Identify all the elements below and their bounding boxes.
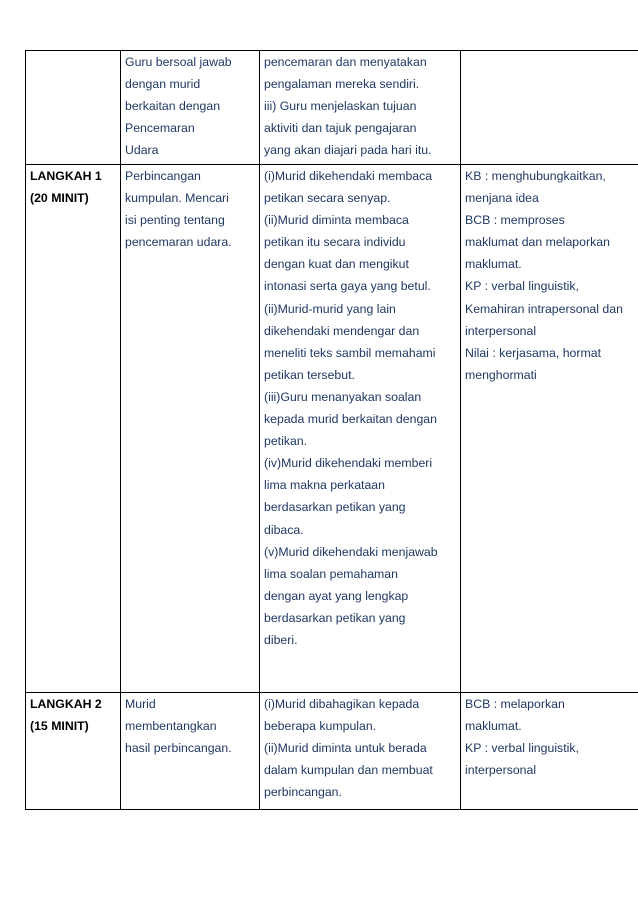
activity-line: Murid	[125, 697, 156, 711]
procedure-line: beberapa kumpulan.	[264, 719, 377, 734]
procedure-line: intonasi serta gaya yang betul.	[264, 279, 431, 294]
activity-cell	[121, 693, 260, 810]
procedure-line: petikan.	[264, 434, 308, 449]
step-duration: (15 MINIT)	[30, 719, 89, 734]
activity-line: membentangkan	[125, 719, 217, 734]
activity-line: kumpulan. Mencari	[125, 191, 229, 206]
procedure-line: lima soalan pemahaman	[264, 566, 398, 581]
procedure-line: (i)Murid dikehendaki membaca	[264, 169, 433, 183]
notes-line: interpersonal	[465, 323, 537, 338]
notes-line: maklumat dan melaporkan	[465, 235, 610, 250]
procedure-line: pengalaman mereka sendiri.	[264, 77, 420, 92]
procedure-line: dibaca.	[264, 522, 304, 537]
notes-line: BCB : melaporkan	[465, 697, 565, 711]
notes-line: KP : verbal linguistik,	[465, 279, 579, 294]
table-row	[26, 165, 638, 693]
notes-line: KB : menghubungkaitkan,	[465, 169, 606, 183]
procedure-line: iii) Guru menjelaskan tujuan	[264, 99, 417, 114]
notes-cell	[461, 165, 638, 693]
procedure-cell	[260, 51, 461, 165]
step-cell	[26, 693, 121, 810]
step-duration: (20 MINIT)	[30, 191, 89, 206]
notes-cell	[461, 51, 638, 165]
activity-line: Udara	[125, 143, 159, 158]
lesson-plan-table	[25, 50, 638, 810]
activity-line: Perbincangan	[125, 169, 201, 183]
procedure-line: diberi.	[264, 632, 298, 647]
procedure-line: petikan tersebut.	[264, 367, 355, 382]
notes-line: menghormati	[465, 367, 537, 382]
activity-line: isi penting tentang	[125, 213, 225, 228]
procedure-line: (iv)Murid dikehendaki memberi	[264, 456, 433, 471]
procedure-line: perbincangan.	[264, 785, 342, 800]
procedure-line: meneliti teks sambil memahami	[264, 345, 436, 360]
activity-line: pencemaran udara.	[125, 235, 232, 250]
activity-cell	[121, 51, 260, 165]
procedure-line: (v)Murid dikehendaki menjawab	[264, 544, 438, 559]
notes-line: interpersonal	[465, 763, 537, 778]
procedure-line: petikan itu secara individu	[264, 235, 406, 250]
step-label: LANGKAH 2	[30, 697, 102, 711]
activity-line: hasil perbincangan.	[125, 741, 232, 756]
procedure-line: berdasarkan petikan yang	[264, 500, 406, 515]
step-cell	[26, 165, 121, 693]
procedure-line: petikan secara senyap.	[264, 191, 391, 206]
activity-line: berkaitan dengan	[125, 99, 221, 114]
procedure-line: dengan ayat yang lengkap	[264, 588, 409, 603]
procedure-line: (ii)Murid-murid yang lain	[264, 301, 396, 316]
procedure-line: berdasarkan petikan yang	[264, 610, 406, 625]
notes-cell	[461, 693, 638, 810]
procedure-line: (iii)Guru menanyakan soalan	[264, 389, 422, 404]
activity-line: dengan murid	[125, 77, 201, 92]
notes-line: maklumat.	[465, 719, 522, 734]
step-cell	[26, 51, 121, 165]
notes-line: maklumat.	[465, 257, 522, 272]
procedure-line: (ii)Murid diminta untuk berada	[264, 741, 427, 756]
notes-line: BCB : memproses	[465, 213, 565, 228]
activity-line: Guru bersoal jawab	[125, 55, 232, 69]
notes-line: KP : verbal linguistik,	[465, 741, 579, 756]
procedure-cell	[260, 165, 461, 693]
notes-line: menjana idea	[465, 191, 539, 206]
notes-line: Nilai : kerjasama, hormat	[465, 345, 601, 360]
procedure-line: (ii)Murid diminta membaca	[264, 213, 409, 228]
procedure-line: pencemaran dan menyatakan	[264, 55, 427, 69]
notes-line: Kemahiran intrapersonal dan	[465, 301, 623, 316]
table-row	[26, 693, 638, 810]
procedure-line: dalam kumpulan dan membuat	[264, 763, 433, 778]
procedure-line: aktiviti dan tajuk pengajaran	[264, 121, 417, 136]
procedure-line: yang akan diajari pada hari itu.	[264, 143, 432, 158]
activity-line: Pencemaran	[125, 121, 195, 136]
procedure-line: dengan kuat dan mengikut	[264, 257, 409, 272]
procedure-line: dikehendaki mendengar dan	[264, 323, 420, 338]
table-row	[26, 51, 638, 165]
procedure-line: lima makna perkataan	[264, 478, 385, 493]
procedure-cell	[260, 693, 461, 810]
step-label: LANGKAH 1	[30, 169, 102, 183]
procedure-line: kepada murid berkaitan dengan	[264, 412, 437, 427]
procedure-line: (i)Murid dibahagikan kepada	[264, 697, 420, 711]
activity-cell	[121, 165, 260, 693]
